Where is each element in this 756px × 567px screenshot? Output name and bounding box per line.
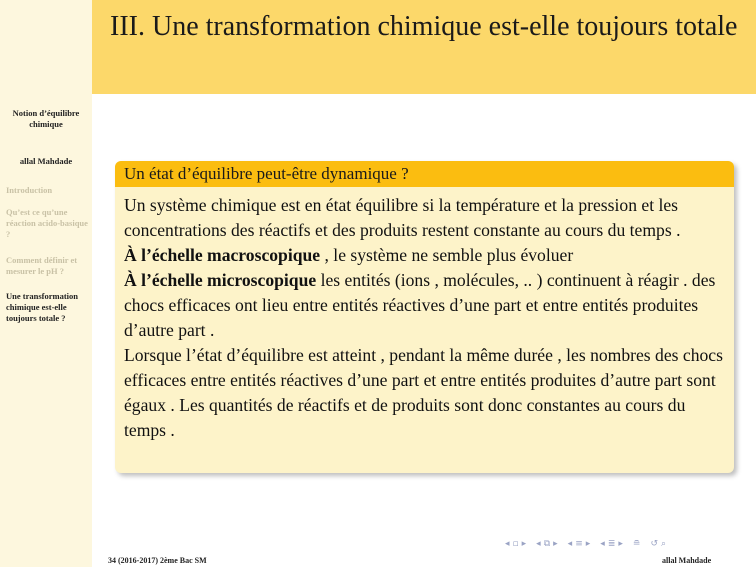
arrow-left-icon[interactable]: ◂ xyxy=(567,539,573,549)
paragraph-macroscopic xyxy=(124,243,726,268)
search-icon[interactable]: ⌕ xyxy=(660,539,667,549)
arrow-left-icon[interactable]: ◂ xyxy=(505,539,510,549)
navigation-bar xyxy=(505,537,666,551)
block-body xyxy=(115,187,734,443)
arrow-right-icon[interactable]: ▸ xyxy=(585,539,591,549)
sidebar-item-transformation[interactable]: Une transformation chimique est-elle toujours totale ? xyxy=(6,291,79,323)
presentation-author: allal Mahdade xyxy=(19,156,73,166)
arrow-right-icon[interactable]: ▸ xyxy=(553,539,558,549)
presentation-title: Notion d’équilibre chimique xyxy=(12,108,80,129)
arrow-right-icon[interactable]: ▸ xyxy=(521,539,527,549)
footer-right: allal Mahdade xyxy=(662,556,712,565)
arrow-right-icon[interactable]: ▸ xyxy=(618,539,623,549)
microscopic-label: À l’échelle microscopique xyxy=(124,270,317,290)
section-icon[interactable]: ≡ xyxy=(575,539,583,549)
sidebar xyxy=(0,0,92,567)
sidebar-item-ph[interactable]: Comment définir et mesurer le pH ? xyxy=(6,255,78,276)
sidebar-item-introduction[interactable]: Introduction xyxy=(6,185,53,195)
align-icon[interactable]: ≘ xyxy=(632,539,641,549)
slide-title: III. Une transformation chimique est-elle toujours totale xyxy=(110,11,738,42)
paragraph-microscopic xyxy=(124,268,726,343)
macroscopic-label: À l’échelle macroscopique xyxy=(124,245,321,265)
macroscopic-text: , le système ne semble plus évoluer xyxy=(320,245,574,265)
block-title: Un état d’équilibre peut-être dynamique ? xyxy=(115,161,734,187)
list-icon[interactable]: ≣ xyxy=(607,539,616,549)
subsection-icon[interactable]: ⧉ xyxy=(543,539,551,549)
footer-left: 34 (2016-2017) 2ème Bac SM xyxy=(108,556,207,565)
arrow-left-icon[interactable]: ◂ xyxy=(600,539,605,549)
microscopic-text: les entités (ions , molécules, .. ) continuent à réagir . des chocs efficaces ont lieu entre entités réactives d’une part et entre entités produites d’autre part . xyxy=(124,270,716,340)
frame-icon[interactable]: ▫ xyxy=(512,539,519,549)
sidebar-item-acid-base[interactable]: Qu’est ce qu’une réaction acido-basique ? xyxy=(6,207,88,239)
paragraph-definition: Un système chimique est en état équilibre si la température et la pression et les concentrations des réactifs et des produits restent constante au cours du temps . xyxy=(124,195,681,240)
undo-icon[interactable]: ↺ xyxy=(650,539,658,549)
content-block xyxy=(115,161,734,473)
arrow-left-icon[interactable]: ◂ xyxy=(536,539,541,549)
paragraph-equilibrium: Lorsque l’état d’équilibre est atteint , pendant la même durée , les nombres des chocs efficaces entre entités réactives d’une part et entre entités produites d’autre part sont égaux . Les quantités de réactifs et de produits sont donc constantes au cours du temps . xyxy=(124,345,723,440)
